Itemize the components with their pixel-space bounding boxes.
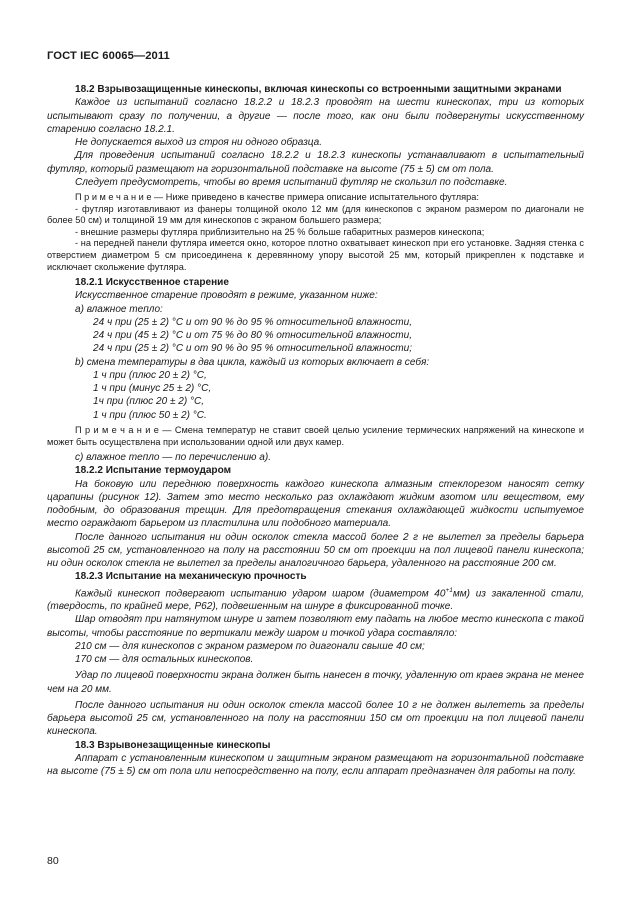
document-header: ГОСТ IEC 60065—2011: [47, 50, 170, 62]
list-a: [47, 316, 584, 356]
note-text: — Смена температур не ставит своей целью усиление термических напряжений на кинескопе и может быть осуществлена при использовании одной или двух камер.: [47, 424, 584, 447]
note-paragraph: [47, 425, 584, 448]
paragraph: Искусственное старение проводят в режиме, указанном ниже:: [75, 290, 378, 302]
paragraph: На боковую или переднюю поверхность каждого кинескопа алмазным стеклорезом наносят сетку царапины (рисунок 12). Затем это место несколько раз охлаждают жидким азотом или веществом, ему подобным, до образования трещин. Для предотвращения стекания охлаждающей жидкости испытуемое место ограждают барьером из пластилина или подобного материала.: [47, 478, 584, 530]
page-number: 80: [47, 855, 59, 867]
list-item: 1 ч при (минус 25 ± 2) °С,: [93, 383, 212, 395]
list-item: 210 см — для кинескопов с экраном размером по диагонали свыше 40 см;: [75, 640, 425, 652]
paragraph: Шар отводят при натянутом шнуре и затем позволяют ему падать на любое место кинескопа с такой высоты, чтобы расстояние по вертикали между шаром и точкой удара составляло:: [47, 614, 584, 639]
list-label: а) влажное тепло:: [75, 303, 163, 315]
list-label: b) смена температуры в два цикла, каждый из которых включает в себя:: [75, 356, 430, 368]
list-item: 24 ч при (25 ± 2) °С и от 90 % до 95 % относительной влажности;: [93, 343, 413, 355]
paragraph: Удар по лицевой поверхности экрана должен быть нанесен в точку, удаленную от краев экрана не менее чем на 20 мм.: [47, 670, 584, 695]
note-label: П р и м е ч а н и е: [75, 192, 152, 202]
paragraph: Следует предусмотреть, чтобы во время испытаний футляр не скользил по подставке.: [75, 176, 508, 188]
list-label: с) влажное тепло — по перечислению а).: [75, 452, 271, 464]
text-run: мм) из закаленной стали, (твердость, по крайней мере, Р62), подвешенным на шнуре в фиксированной точке.: [47, 587, 584, 613]
note-label: П р и м е ч а н и е: [75, 424, 159, 435]
note-item: - внешние размеры футляра приблизительно на 25 % больше габаритных размеров кинескопа;: [75, 226, 485, 237]
superscript: +1: [445, 586, 453, 594]
note-item: - футляр изготавливают из фанеры толщиной около 12 мм (для кинескопов с экраном размером по диагонали не более 50 см) и толщиной 19 мм для кинескопов с экраном большего размера;: [47, 203, 584, 226]
paragraph: Аппарат с установленным кинескопом и защитным экраном размещают на горизонтальной подставке на высоте (75 ± 5) см от пола или непосредственно на полу, если аппарат предназначен для работы на полу.: [47, 752, 584, 778]
note-text: — Ниже приведено в качестве примера описание испытательного футляра:: [151, 192, 479, 202]
list-item: 1 ч при (плюс 20 ± 2) °С,: [93, 369, 207, 381]
list-item: 1ч при (плюс 20 ± 2) °С,: [93, 396, 205, 408]
paragraph: После данного испытания ни один осколок стекла массой более 2 г не вылетел за пределы барьера высотой 25 см, установленного на полу на расстоянии 50 см от проекции на пол лицевой панели кинескопа; ни один осколок стекла не вылетел за пределы аналогичного барьера, удаленного на расстояние 200 см.: [47, 531, 584, 570]
note-item: - на передней панели футляра имеется окно, которое плотно охватывает кинескоп при его установке. Задняя стенка с отверстием диаметром 5 см присоединена к деревянному упору высотой 25 мм, который прикреплен к подставке и исключает скольжение футляра.: [47, 238, 584, 272]
list-item: 1 ч при (плюс 50 ± 2) °С.: [93, 409, 207, 421]
paragraph: После данного испытания ни один осколок стекла массой более 10 г не должен вылететь за пределы барьера высотой 25 см, установленного на полу на расстоянии 150 см от проекции на пол лицевой панели кинескопа.: [47, 699, 584, 738]
document-body: [47, 83, 584, 778]
list-item: 24 ч при (25 ± 2) °С и от 90 % до 95 % относительной влажности,: [93, 316, 413, 328]
list-item: 170 см — для остальных кинескопов.: [75, 654, 254, 666]
paragraph: [47, 584, 584, 614]
list-item: 24 ч при (45 ± 2) °С и от 75 % до 80 % относительной влажности,: [93, 330, 413, 342]
paragraph: Каждое из испытаний согласно 18.2.2 и 18.2.3 проводят на шести кинескопах, три из которых испытывают сразу по получении, а другие — после того, как они были подвергнуты искусственному старению согласно 18.2.1.: [47, 97, 584, 135]
paragraph: Не допускается выход из строя ни одного образца.: [75, 137, 323, 148]
section-18-2-3-title: 18.2.3 Испытание на механическую прочность: [75, 571, 307, 583]
list-b: [47, 369, 584, 422]
text-run: Каждый кинескоп подвергают испытанию ударом шаром (диаметром 40: [75, 587, 446, 599]
paragraph: Для проведения испытаний согласно 18.2.2 и 18.2.3 кинескопы устанавливают в испытательный футляр, который размещают на горизонтальной подставке на высоте (75 ± 5) см от пола.: [47, 150, 584, 175]
section-18-3-title: 18.3 Взрывонезащищенные кинескопы: [75, 739, 271, 751]
section-18-2-2-title: 18.2.2 Испытание термоударом: [75, 465, 232, 477]
section-18-2-title: 18.2 Взрывозащищенные кинескопы, включая кинескопы со встроенными защитными экранами: [75, 84, 562, 95]
section-18-2-1-title: 18.2.1 Искусственное старение: [75, 277, 229, 289]
note-paragraph: [47, 192, 584, 204]
